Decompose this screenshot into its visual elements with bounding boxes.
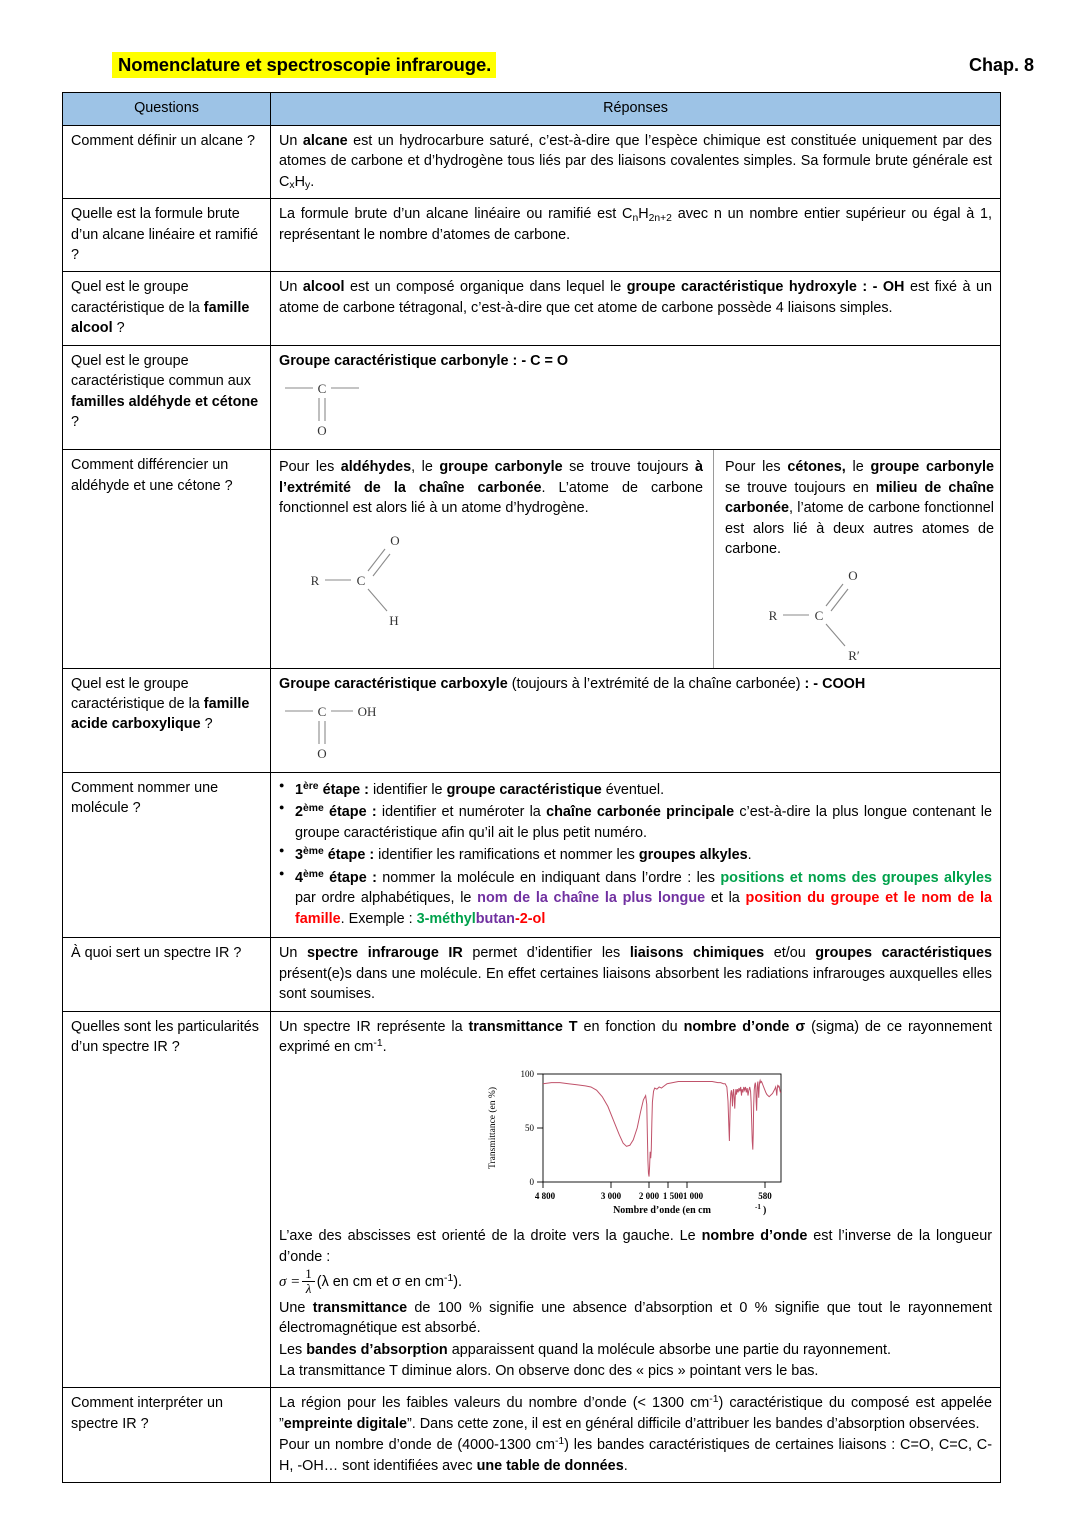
one-over-lambda-fraction xyxy=(302,1267,315,1295)
answer-cell-famille-acide-carboxylique xyxy=(271,668,1001,772)
naming-steps-list xyxy=(279,780,992,929)
svg-text:C: C xyxy=(317,381,327,397)
column-header-questions: Questions xyxy=(63,93,271,125)
table-row xyxy=(63,450,1001,668)
answer-cell-nommer-molecule xyxy=(271,772,1001,937)
carboxyl-structure-diagram xyxy=(279,694,419,766)
sigma-symbol: σ = xyxy=(279,1273,301,1290)
table-row xyxy=(63,1011,1001,1388)
question-cell-famille-acide-carboxylique: Quel est le groupe caractéristique de la famille acide carboxylique ? xyxy=(63,668,271,772)
question-cell-alcane-definition: Comment définir un alcane ? xyxy=(63,125,271,198)
svg-text:H: H xyxy=(389,612,399,628)
table-row xyxy=(63,199,1001,272)
ir-intro-text: Un spectre IR représente la transmittance T en fonction du nombre d’onde σ (sigma) de ce rayonnement exprimé en $cm^{-1}$. xyxy=(279,1018,992,1055)
table-row xyxy=(63,938,1001,1011)
ir-spectrum-chart xyxy=(475,1066,797,1216)
document-header xyxy=(62,52,1060,78)
svg-text:R: R xyxy=(310,572,320,588)
svg-text:R′: R′ xyxy=(848,647,860,663)
ketone-panel xyxy=(714,450,1000,667)
question-cell-particularites-spectre-ir: Quelles sont les particularités d’un spectre IR ? xyxy=(63,1011,271,1388)
svg-text:R: R xyxy=(768,607,778,623)
fraction-denominator: λ xyxy=(302,1281,315,1296)
answer-cell-alcane-definition: Un alcane est un hydrocarbure saturé, c’est-à-dire que l’espèce chimique est constituée uniquement par des atomes de carbone et d’hydrogène tous liés par des liaisons covalentes simples. Sa formule brute générale est $C_xH_y$. xyxy=(271,125,1001,198)
x-tick-label: 580 xyxy=(757,1191,772,1202)
y-tick-label: 50 xyxy=(524,1123,534,1134)
fingerprint-region-text: La région pour les faibles valeurs du nombre d’onde (< 1300 $cm^{-1}$) caractéristique du composé est appelée ”empreinte digitale”. Dans cette zone, il est en général difficile d’attribuer les bandes d’absorption observées. xyxy=(279,1394,992,1432)
page-title: Nomenclature et spectroscopie infrarouge. xyxy=(112,52,496,78)
x-tick-label: 1 000 xyxy=(682,1191,703,1202)
aldehyde-panel xyxy=(271,450,714,667)
svg-text:C: C xyxy=(356,572,366,588)
table-row xyxy=(63,668,1001,772)
svg-text:OH: OH xyxy=(357,703,377,719)
question-cell-groupe-carbonyle: Quel est le groupe caractéristique commun aux familles aldéhyde et cétone ? xyxy=(63,345,271,449)
question-cell-famille-alcool: Quel est le groupe caractéristique de la famille alcool ? xyxy=(63,272,271,345)
x-axis-label-tail: ) xyxy=(762,1205,766,1217)
ketone-structure-diagram xyxy=(759,564,909,664)
table-row xyxy=(63,1388,1001,1483)
x-tick-label: 3 000 xyxy=(600,1191,621,1202)
y-tick-label: 100 xyxy=(520,1069,534,1080)
ir-absorption-bands-text: Les bandes d’absorption apparaissent quand la molécule absorbe une partie du rayonnement. xyxy=(279,1341,891,1358)
fraction-numerator: 1 xyxy=(305,1266,312,1282)
answer-cell-particularites-spectre-ir xyxy=(271,1011,1001,1388)
chapter-label: Chap. 8 xyxy=(968,55,1034,75)
carbonyl-title: Groupe caractéristique carbonyle : - C = O xyxy=(279,352,569,369)
svg-text:O: O xyxy=(848,567,858,583)
table-row xyxy=(63,345,1001,449)
table-row xyxy=(63,272,1001,345)
list-item: ● 1ère étape : identifier le groupe caractéristique éventuel. xyxy=(279,780,992,800)
list-item: ● 3ème étape : identifier les ramifications et nommer les groupes alkyles. xyxy=(279,845,992,865)
ketone-text: Pour les cétones, le groupe carbonyle se trouve toujours en milieu de chaîne carbonée, l’atome de carbone fonctionnel est alors lié à deux autres atomes de carbone. xyxy=(725,459,995,558)
question-cell-nommer-molecule: Comment nommer une molécule ? xyxy=(63,772,271,937)
x-axis-label-exponent: -1 xyxy=(754,1203,761,1212)
question-cell-aldehyde-vs-cetone: Comment différencier un aldéhyde et une cétone ? xyxy=(63,450,271,668)
svg-text:C: C xyxy=(814,607,824,623)
aldehyde-structure-diagram xyxy=(301,527,451,632)
ir-transmittance-text: Une transmittance de 100 % signifie une absence d’absorption et 0 % signifie que tout le rayonnement électromagnétique est absorbé. xyxy=(279,1299,992,1337)
answer-cell-utilite-spectre-ir: Un spectre infrarouge IR permet d’identifier les liaisons chimiques et/ou groupes caractéristiques présent(e)s dans une molécule. En effet certaines liaisons absorbent les radiations infrarouges auxquelles elles sont soumises. xyxy=(271,938,1001,1011)
characteristic-bands-text: Pour un nombre d’onde de (4000-1300 $cm^{-1}$) les bandes caractéristiques de certaines liaisons : C=O, C=C, C-H, -OH… sont identifiées avec une table de données. xyxy=(279,1436,992,1474)
svg-text:O: O xyxy=(317,423,327,439)
question-cell-utilite-spectre-ir: À quoi sert un spectre IR ? xyxy=(63,938,271,1011)
carbonyl-structure-diagram xyxy=(279,371,399,443)
carboxyl-title: Groupe caractéristique carboxyle (toujours à l’extrémité de la chaîne carbonée) : - COOH xyxy=(279,675,866,692)
y-tick-label: 0 xyxy=(529,1177,534,1188)
svg-text:O: O xyxy=(390,532,400,548)
y-axis-label: Transmittance (en %) xyxy=(487,1087,498,1170)
list-item: ● 4ème étape : nommer la molécule en indiquant dans l’ordre : les positions et noms des groupes alkyles par ordre alphabétiques, le nom de la chaîne la plus longue et la position du groupe et le nom de la famille. Exemple : 3-méthylbutan-2-ol xyxy=(279,868,992,929)
questions-answers-table xyxy=(62,92,1001,1483)
x-tick-label: 4 800 xyxy=(534,1191,555,1202)
answer-cell-interpreter-spectre-ir xyxy=(271,1388,1001,1483)
list-item: ● 2ème étape : identifier et numéroter la chaîne carbonée principale c’est-à-dire la plus longue contenant le groupe caractéristique afin qu’il ait le plus petit numéro. xyxy=(279,802,992,843)
svg-text:C: C xyxy=(317,703,327,719)
aldehyde-text: Pour les aldéhydes, le groupe carbonyle se trouve toujours à l’extrémité de la chaîne carbonée. L’atome de carbone fonctionnel est alors lié à un atome d’hydrogène. xyxy=(279,459,703,517)
x-tick-label: 2 000 xyxy=(638,1191,659,1202)
svg-text:O: O xyxy=(317,745,327,761)
ir-wavenumber-lead: L’axe des abscisses est orienté de la droite vers la gauche. Le nombre d’onde est l’inverse de la longueur d’onde : xyxy=(279,1228,992,1265)
answer-cell-groupe-carbonyle xyxy=(271,345,1001,449)
question-cell-alcane-formule-brute: Quelle est la formule brute d’un alcane linéaire et ramifié ? xyxy=(63,199,271,272)
answer-cell-famille-alcool: Un alcool est un composé organique dans lequel le groupe caractéristique hydroxyle : - OH est fixé à un atome de carbone tétragonal, c’est-à-dire que cet atome de carbone possède 4 liaisons simples. xyxy=(271,272,1001,345)
question-cell-interpreter-spectre-ir: Comment interpréter un spectre IR ? xyxy=(63,1388,271,1483)
answer-cell-alcane-formule-brute: La formule brute d’un alcane linéaire ou ramifié est $C_nH_{2n+2}$ avec n un nombre entier supérieur ou égal à 1, représentant le nombre d’atomes de carbone. xyxy=(271,199,1001,272)
ir-sigma-formula xyxy=(279,1268,992,1296)
ir-spectrum-curve xyxy=(543,1081,781,1177)
answer-cell-aldehyde-vs-cetone xyxy=(271,450,1001,668)
table-row xyxy=(63,772,1001,937)
ir-spectrum-figure xyxy=(279,1066,992,1216)
x-tick-label: 1 500 xyxy=(662,1191,683,1202)
ir-peaks-text: La transmittance T diminue alors. On observe donc des « pics » pointant vers le bas. xyxy=(279,1362,819,1379)
ir-formula-tail: (λ en cm et σ en $cm^{-1}$). xyxy=(316,1273,463,1291)
column-header-reponses: Réponses xyxy=(271,93,1001,125)
table-header-row xyxy=(63,93,1001,125)
x-axis-label: Nombre d’onde (en cm xyxy=(612,1205,711,1217)
table-row xyxy=(63,125,1001,198)
